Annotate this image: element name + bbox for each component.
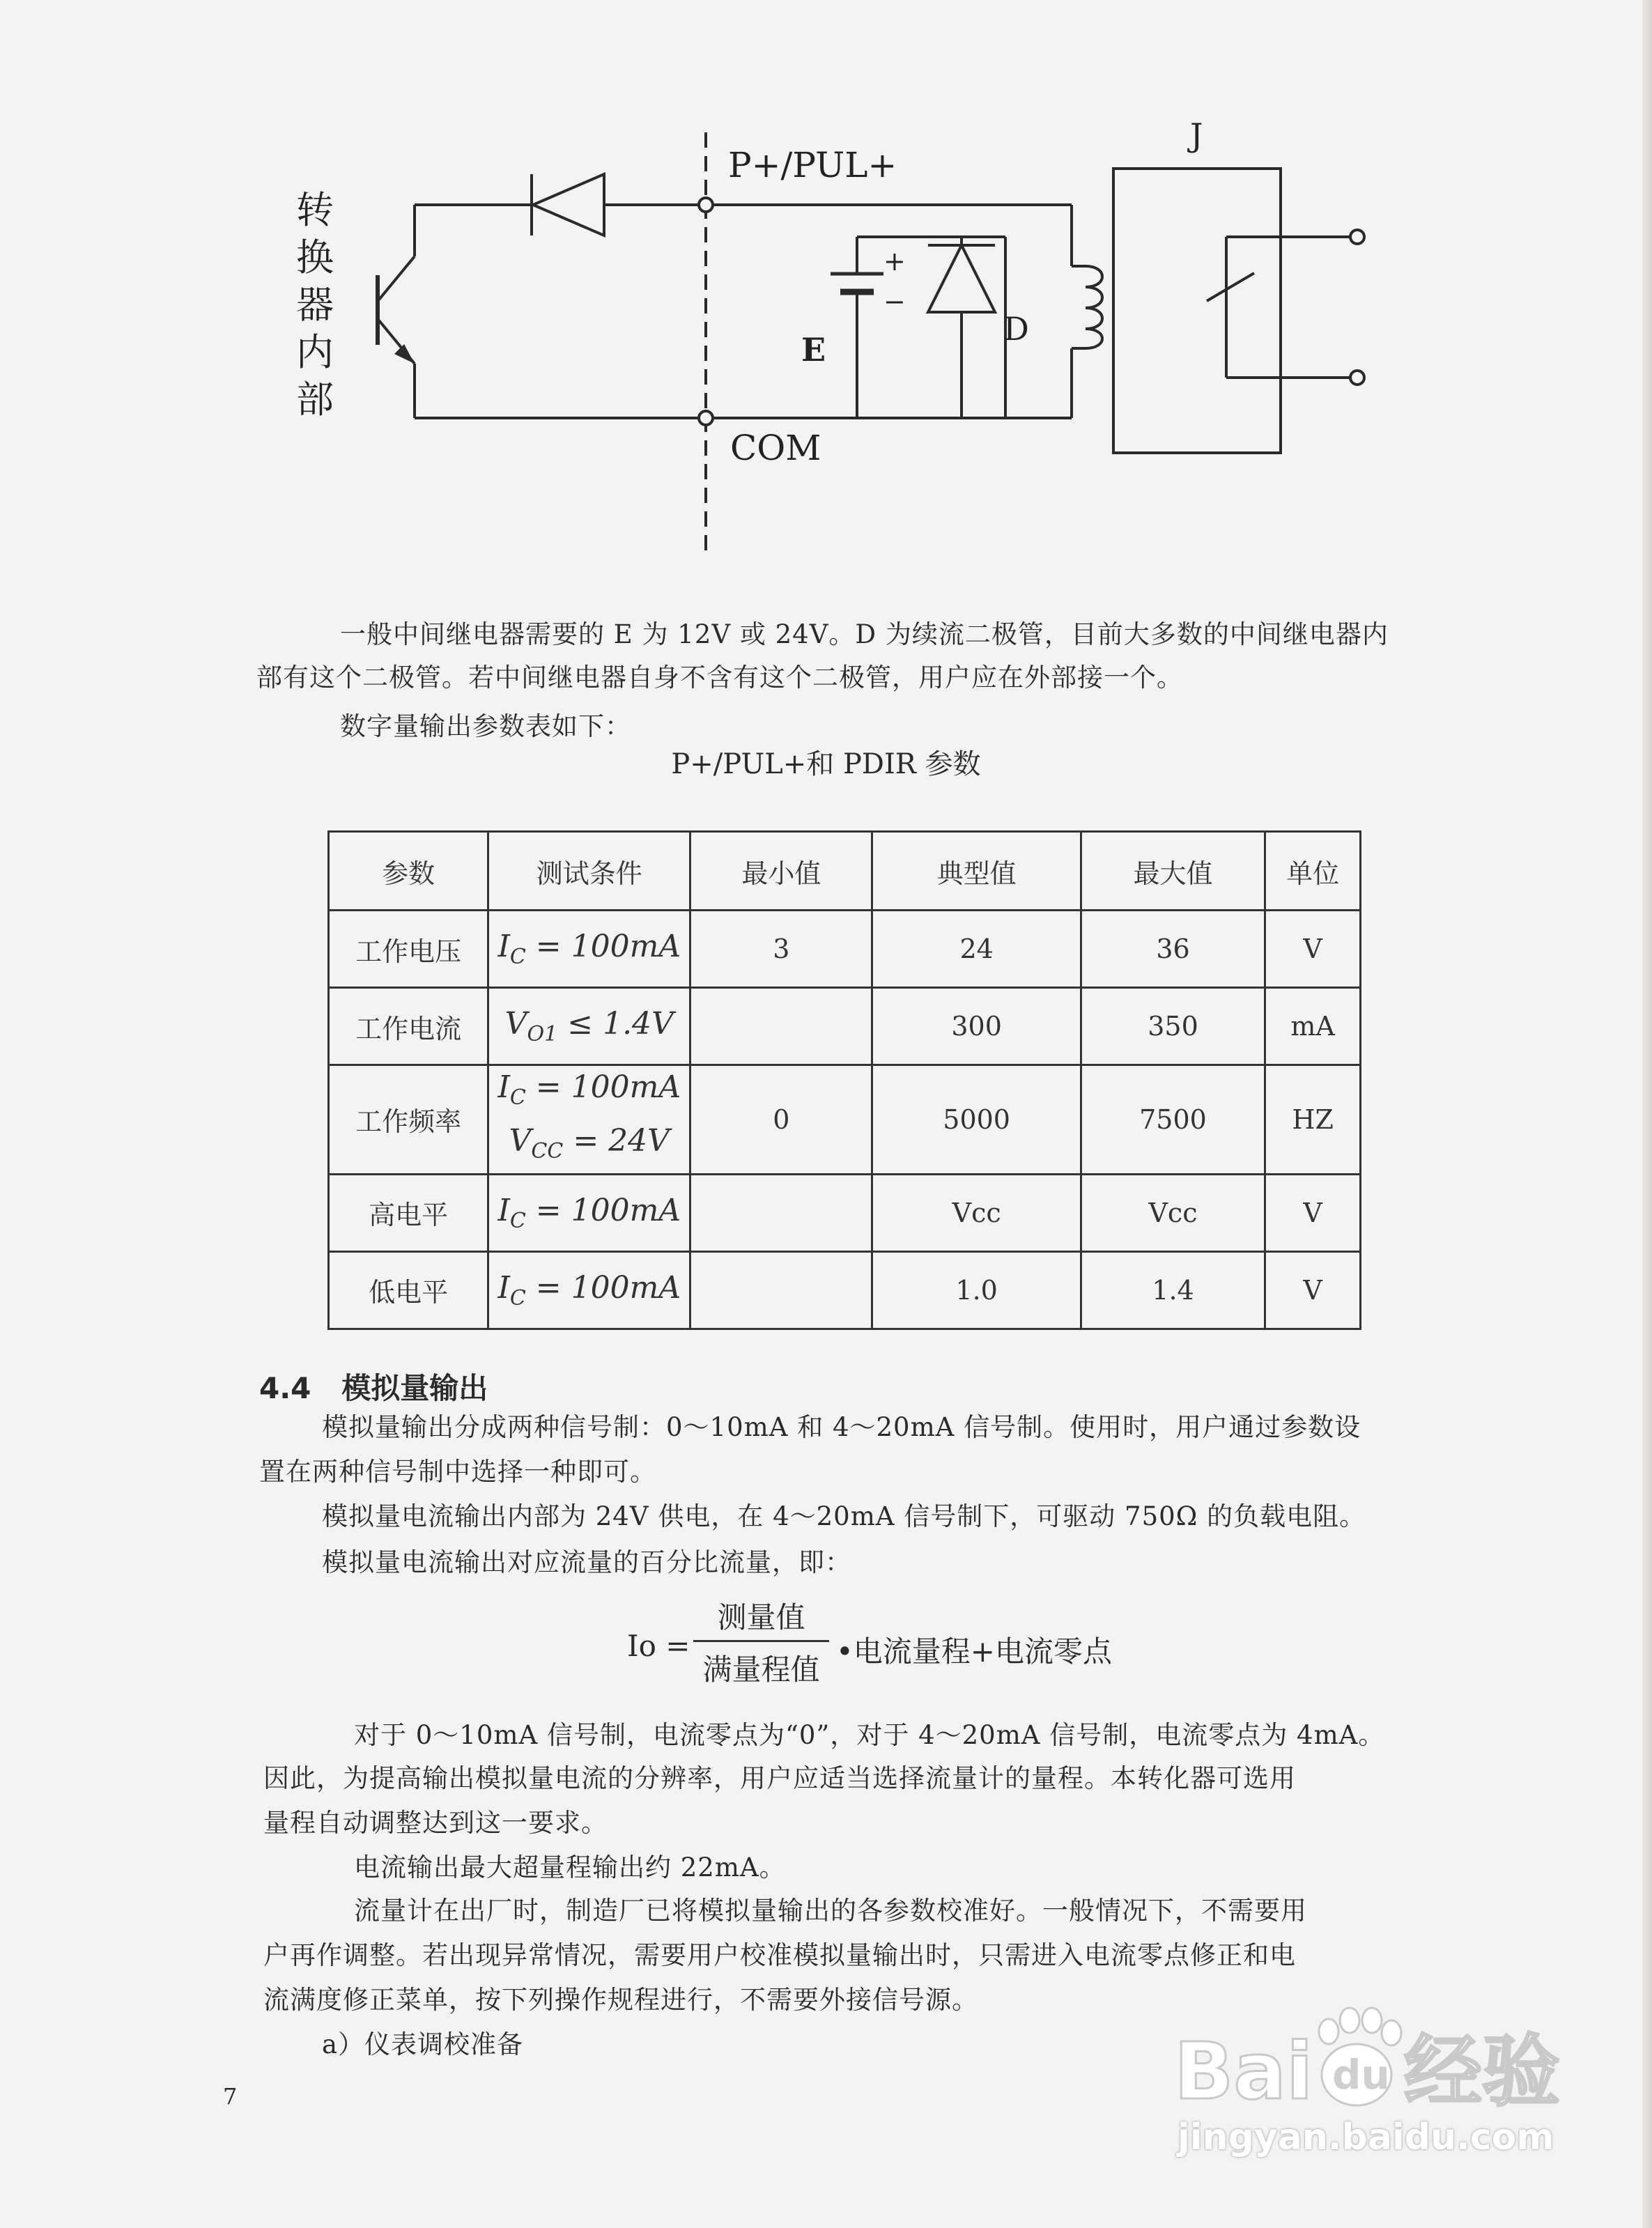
condition-formula: $I_C = 100mA$ [497,1069,681,1110]
formula-rhs: •电流量程+电流零点 [836,1634,1112,1669]
baidu-jingyan-watermark [1174,2006,1564,2118]
param-cell: 工作频率 [329,1065,488,1175]
condition-cell [488,988,690,1065]
section-para-line: a）仪表调校准备 [322,2029,524,2059]
watermark-logo-text: Bai [1174,2027,1313,2117]
page-number: 7 [223,2083,238,2110]
diode-label-d: D [1003,310,1029,348]
typ-cell: 300 [872,988,1081,1065]
converter-label-char: 部 [296,378,334,421]
watermark-site: jingyan.baidu.com [1178,2117,1554,2158]
supply-label-e: E [801,331,826,369]
converter-label-char: 转 [296,188,334,232]
section-para-line: 模拟量输出分成两种信号制：0～10mA 和 4～20mA 信号制。使用时，用户通过参数设 [322,1412,1361,1442]
section-para-line: 流量计在出厂时，制造厂已将模拟量输出的各参数校准好。一般情况下，不需要用 [354,1896,1307,1926]
section-heading: 4.4 模拟量输出 [259,1371,488,1405]
section-para-line: 因此，为提高输出模拟量电流的分辨率，用户应适当选择流量计的量程。本转化器可选用 [263,1763,1296,1793]
min-cell: 3 [690,911,872,988]
table-row [329,911,1361,988]
param-cell: 工作电流 [329,988,488,1065]
formula-denominator: 满量程值 [702,1653,820,1687]
section-para-line: 置在两种信号制中选择一种即可。 [259,1457,656,1487]
formula-lhs: Io = [627,1629,690,1663]
min-cell [690,1251,872,1329]
condition-cell [488,1065,690,1175]
section-para-line: 电流输出最大超量程输出约 22mA。 [354,1852,786,1882]
min-cell [690,1174,872,1251]
table-header-row [329,832,1361,911]
unit-cell: mA [1265,988,1361,1065]
terminal-label-pul: P+/PUL+ [728,145,897,185]
typ-cell: 1.0 [872,1251,1081,1329]
formula-fraction [693,1595,829,1692]
fraction-bar [693,1640,829,1642]
unit-cell: HZ [1265,1065,1361,1175]
condition-formula: $V_{O1} \le 1.4V$ [504,1006,674,1046]
param-cell: 工作电压 [329,911,488,988]
condition-formula: $I_C = 100mA$ [497,1269,681,1310]
section-para-line: 流满度修正菜单，按下列操作规程进行，不需要外接信号源。 [263,1985,978,2015]
converter-internal-label [296,188,334,421]
max-cell: 36 [1081,911,1265,988]
section-para-line: 对于 0～10mA 信号制，电流零点为“0”，对于 4～20mA 信号制，电流零点为 4mA。 [354,1720,1385,1750]
battery-plus-sign: + [883,246,906,277]
column-header: 最小值 [690,832,872,911]
max-cell: 1.4 [1081,1251,1265,1329]
page-edge-shadow [1642,0,1652,2228]
typ-cell: 5000 [872,1065,1081,1175]
condition-formula: $V_{CC} = 24V$ [509,1122,670,1163]
typ-cell: Vcc [872,1174,1081,1251]
condition-formula: $I_C = 100mA$ [497,1192,681,1233]
table-caption: P+/PUL+和 PDIR 参数 [671,748,981,780]
column-header: 单位 [1265,832,1361,911]
max-cell: 7500 [1081,1065,1265,1175]
unit-cell: V [1265,1251,1361,1329]
formula-numerator: 测量值 [717,1600,805,1634]
column-header: 最大值 [1081,832,1265,911]
relay-note-line-2: 部有这个二极管。若中间继电器自身不含有这个二极管，用户应在外部接一个。 [256,663,1183,693]
condition-cell [488,1251,690,1329]
section-para-line: 量程自动调整达到这一要求。 [263,1808,608,1838]
converter-label-char: 内 [296,330,334,374]
column-header: 参数 [329,832,488,911]
table-row [329,988,1361,1065]
table-row [329,1251,1361,1329]
typ-cell: 24 [872,911,1081,988]
section-para-line: 模拟量电流输出内部为 24V 供电，在 4～20mA 信号制下，可驱动 750Ω 的负载电阻。 [322,1501,1366,1531]
section-para-line: 模拟量电流输出对应流量的百分比流量，即： [322,1547,851,1577]
column-header: 测试条件 [488,832,690,911]
column-header: 典型值 [872,832,1081,911]
section-para-line: 户再作调整。若出现异常情况，需要用户校准模拟量输出时，只需进入电流零点修正和电 [263,1940,1296,1970]
table-row [329,1065,1361,1175]
unit-cell: V [1265,911,1361,988]
watermark-paw-text: du [1332,2051,1390,2098]
condition-formula: $I_C = 100mA$ [497,929,681,969]
max-cell: Vcc [1081,1174,1265,1251]
min-cell [690,988,872,1065]
unit-cell: V [1265,1174,1361,1251]
relay-output-circuit-diagram [265,105,1407,564]
table-intro-text: 数字量输出参数表如下： [340,711,631,741]
digital-output-parameter-table [327,830,1361,1330]
converter-label-char: 换 [296,235,334,279]
param-cell: 低电平 [329,1251,488,1329]
min-cell: 0 [690,1065,872,1175]
condition-cell [488,911,690,988]
converter-label-char: 器 [296,283,334,327]
condition-cell [488,1174,690,1251]
battery-minus-sign: − [883,286,906,317]
relay-note-line-1: 一般中间继电器需要的 E 为 12V 或 24V。D 为续流二极管，目前大多数的中间继电器内 [340,619,1389,649]
watermark-cn-text: 经验 [1404,2027,1560,2117]
param-cell: 高电平 [329,1174,488,1251]
terminal-label-com: COM [730,428,821,468]
max-cell: 350 [1081,988,1265,1065]
table-row [329,1174,1361,1251]
relay-label-j: J [1190,116,1203,154]
